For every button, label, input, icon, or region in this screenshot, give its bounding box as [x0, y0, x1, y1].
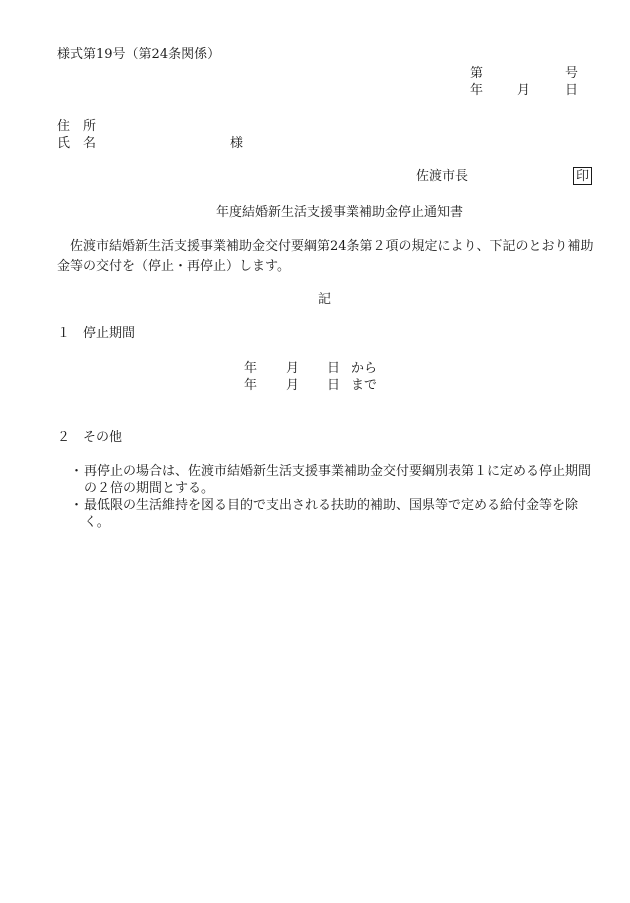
date-year: 年	[470, 83, 484, 98]
body-paragraph	[57, 237, 597, 277]
to-month: 月	[286, 378, 300, 393]
honorific-sama: 様	[230, 136, 244, 151]
section2-heading: ２ その他	[57, 430, 123, 445]
issuer-title: 佐渡市長	[416, 169, 469, 184]
note-text: 最低限の生活維持を図る目的で支出される扶助的補助、国県等で定める給付金等を除く。	[84, 498, 579, 530]
list-item	[70, 463, 597, 497]
date-month: 月	[517, 83, 531, 98]
from-suffix: から	[351, 361, 378, 376]
from-year: 年	[244, 361, 258, 376]
name-label: 氏 名	[57, 136, 97, 151]
address-label: 住 所	[57, 119, 97, 134]
seal-stamp: 印	[573, 167, 592, 185]
to-year: 年	[244, 378, 258, 393]
other-notes-list	[70, 463, 597, 531]
list-item	[70, 497, 597, 531]
to-day: 日	[327, 378, 341, 393]
ki-marker: 記	[318, 292, 332, 307]
body-text: 佐渡市結婚新生活支援事業補助金交付要綱第24条第２項の規定により、下記のとおり補助金等の交付を（停止・再停止）します。	[57, 239, 594, 274]
document-title: 年度結婚新生活支援事業補助金停止通知書	[216, 205, 464, 220]
to-suffix: まで	[351, 378, 378, 393]
from-month: 月	[286, 361, 300, 376]
number-prefix: 第	[470, 66, 484, 81]
bullet-marker: ・	[70, 498, 84, 513]
bullet-marker: ・	[70, 464, 84, 479]
number-suffix: 号	[565, 66, 579, 81]
from-day: 日	[327, 361, 341, 376]
note-text: 再停止の場合は、佐渡市結婚新生活支援事業補助金交付要綱別表第１に定める停止期間の２倍の期間とする。	[84, 464, 592, 496]
date-day: 日	[565, 83, 579, 98]
form-number-label: 様式第19号（第24条関係）	[57, 47, 221, 62]
section1-heading: １ 停止期間	[57, 326, 136, 341]
